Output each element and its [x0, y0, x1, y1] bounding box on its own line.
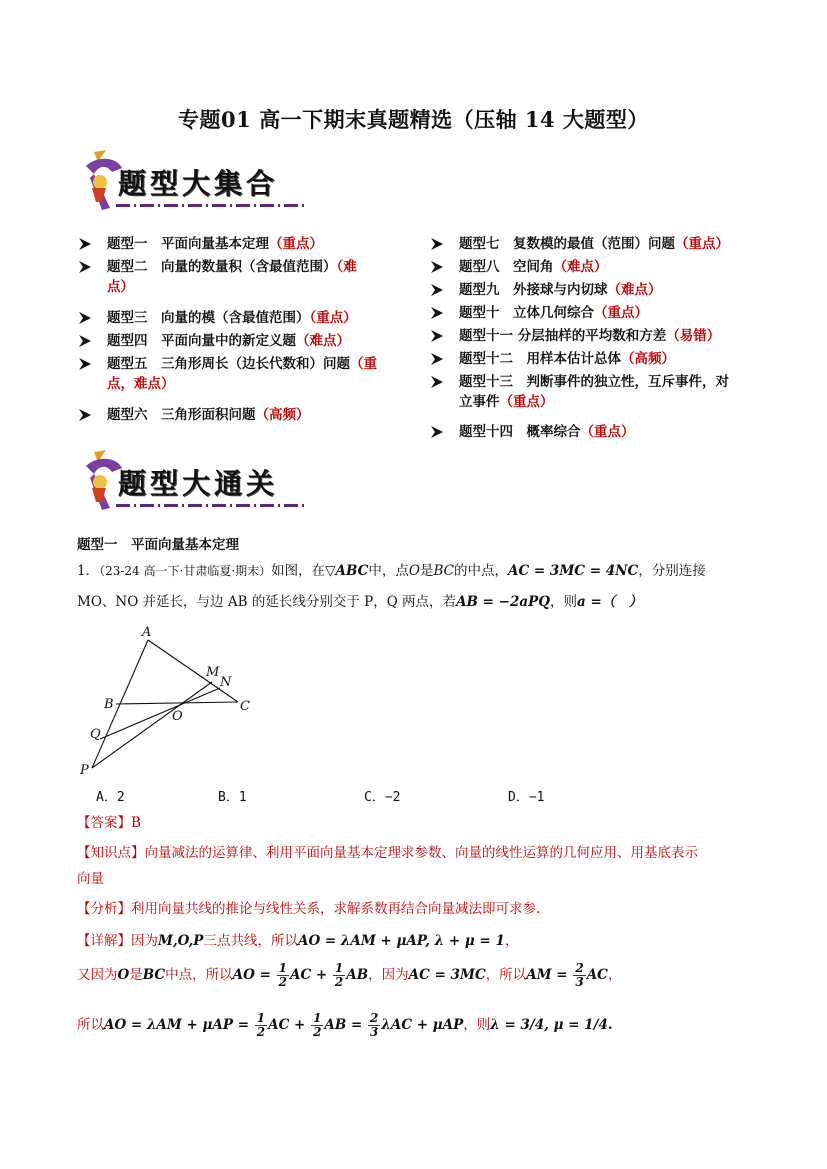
label-P: P	[80, 763, 89, 778]
choice-c[interactable]: C．−2	[364, 790, 401, 805]
label-N: N	[220, 675, 232, 690]
arrow-bullet-icon	[429, 351, 445, 367]
banner-collection	[76, 148, 312, 220]
choice-d[interactable]: D．−1	[508, 790, 545, 805]
choice-b[interactable]: B．1	[218, 790, 247, 805]
knowledge-line-2: 向量	[77, 871, 104, 887]
label-B: B	[104, 697, 114, 712]
question-line-2: MO、NO 并延长，与边 AB 的延长线分别交于 P，Q 两点，若AB = −2aPQ，则a =（ ）	[77, 594, 643, 610]
analysis-line: 【分析】利用向量共线的推论与线性关系，求解系数再结合向量减法即可求参.	[77, 901, 541, 917]
label-M: M	[206, 665, 220, 680]
label-C: C	[240, 699, 250, 714]
label-Q: Q	[90, 727, 101, 742]
arrow-bullet-icon	[429, 282, 445, 298]
banner-pass-text: 题型大通关	[118, 467, 279, 500]
banner-divider	[116, 504, 306, 507]
page-title: 专题01 高一下期末真题精选（压轴 14 大题型）	[178, 107, 649, 132]
arrow-bullet-icon	[429, 305, 445, 321]
question-line-1: 1．（23-24 高一下·甘肃临夏·期末）如图，在▽ABC中，点O是BC的中点，AC = 3MC = 4NC，分别连接	[77, 563, 706, 579]
arrow-bullet-icon	[429, 374, 445, 390]
banner-pass	[76, 448, 312, 520]
section-heading: 题型一 平面向量基本定理	[77, 537, 239, 553]
arrow-bullet-icon	[429, 236, 445, 252]
toc-item-5[interactable]: 题型五 三角形周长（边长代数和）问题（重 点，难点）	[77, 354, 397, 398]
arrow-bullet-icon	[77, 333, 93, 349]
arrow-bullet-icon	[429, 424, 445, 440]
label-O: O	[172, 709, 183, 724]
knowledge-line: 【知识点】向量减法的运算律、利用平面向量基本定理求参数、向量的线性运算的几何应用、用基底表示	[77, 845, 698, 861]
banner-divider	[116, 204, 306, 207]
choice-a[interactable]: A．2	[96, 790, 125, 805]
triangle-figure	[80, 622, 260, 782]
arrow-bullet-icon	[77, 407, 93, 423]
arrow-bullet-icon	[429, 259, 445, 275]
detail-line-2: 又因为O是BC中点，所以AO = $\frac{1}{2}$ AC + $\frac{1}{2}$ AB，因为AC = 3MC，所以AM = $\frac{2}{3}$ AC，	[77, 961, 622, 989]
answer-line: 【答案】B	[77, 815, 141, 831]
arrow-bullet-icon	[77, 310, 93, 326]
detail-line-1: 【详解】因为M,O,P三点共线，所以AO = λAM + μAP, λ + μ = 1，	[77, 933, 519, 949]
arrow-bullet-icon	[77, 236, 93, 252]
detail-line-3: 所以AO = λAM + μAP = $\frac{1}{2}$ AC + $\frac{1}{2}$ AB = $\frac{2}{3}$ λAC + μAP，则λ = 3/4, μ = 1/4.	[77, 1011, 613, 1039]
toc-item-13[interactable]: 题型十三 判断事件的独立性，互斥事件，对 立事件（重点）	[429, 372, 769, 416]
arrow-bullet-icon	[429, 328, 445, 344]
banner-collection-text: 题型大集合	[118, 167, 279, 200]
arrow-bullet-icon	[77, 259, 93, 275]
label-A: A	[142, 625, 152, 640]
toc-item-2[interactable]: 题型二 向量的数量积（含最值范围）（难 点）	[77, 257, 397, 301]
arrow-bullet-icon	[77, 356, 93, 372]
